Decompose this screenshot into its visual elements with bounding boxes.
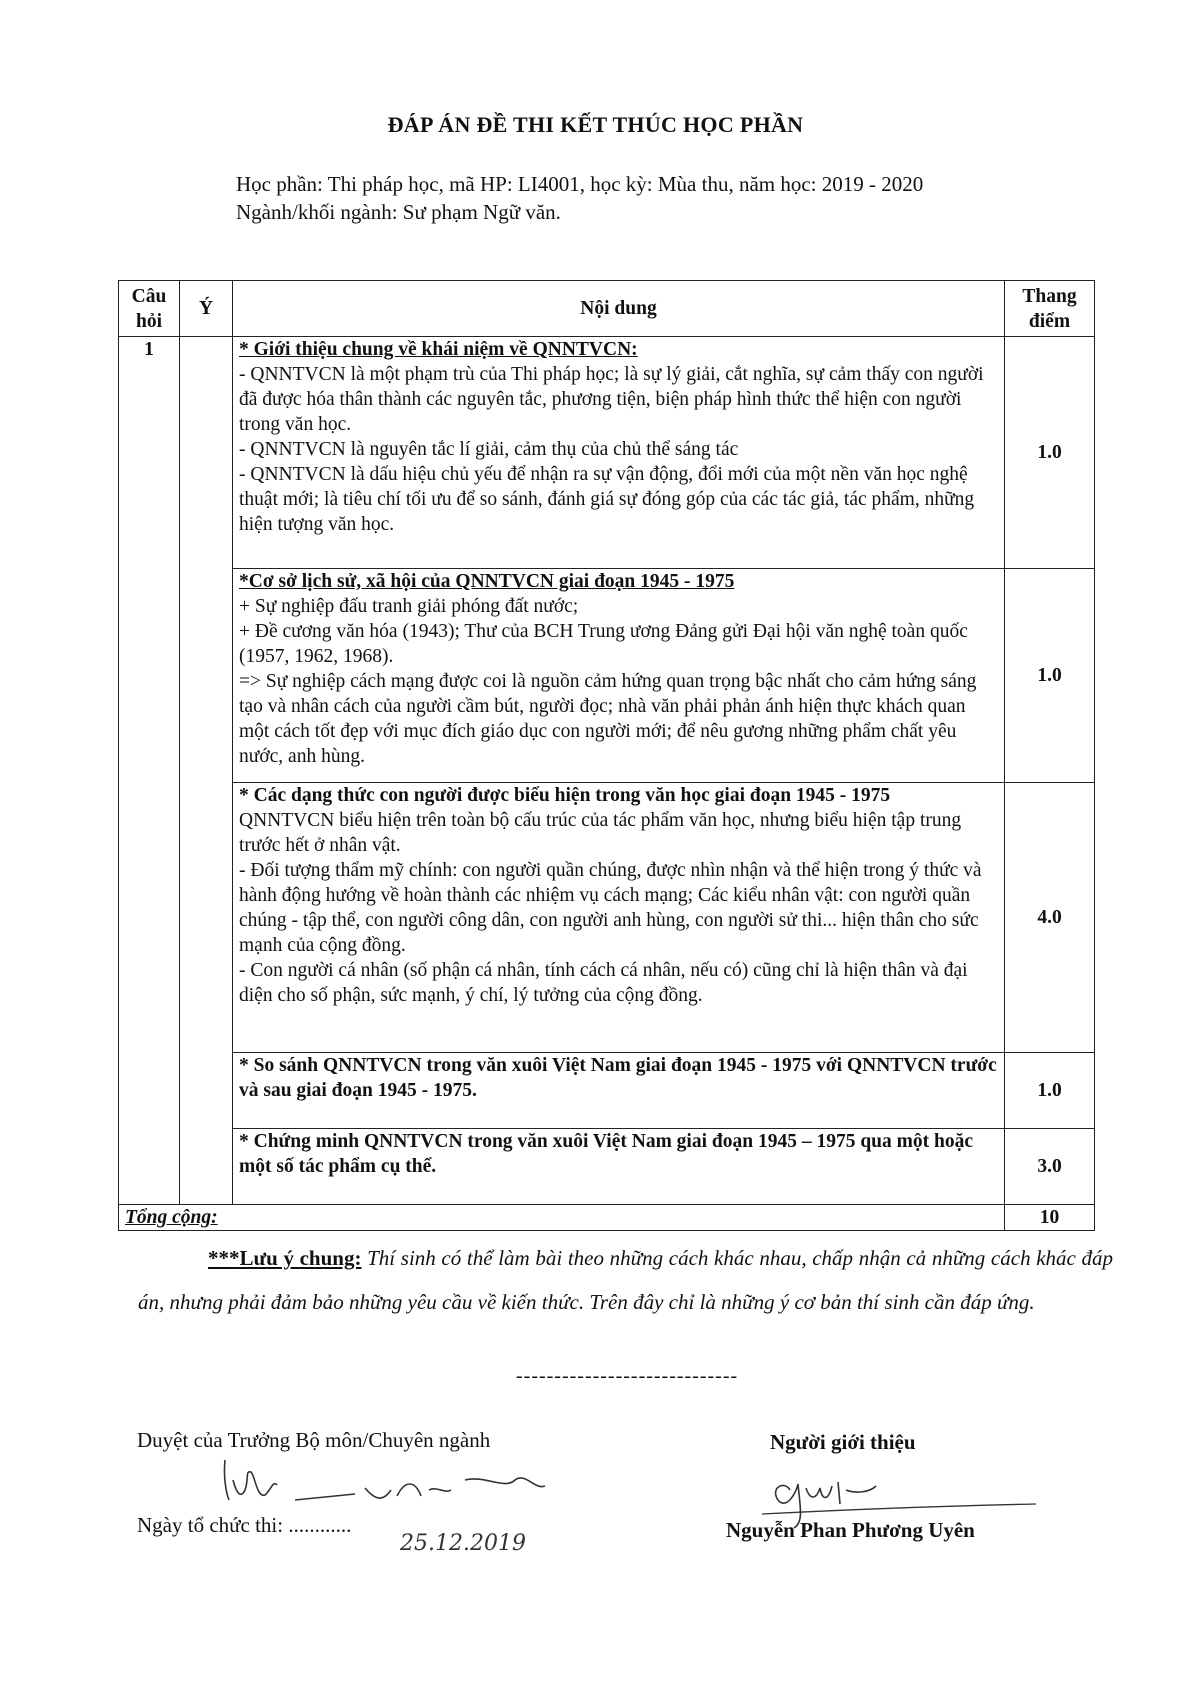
- header-score: Thang điểm: [1005, 281, 1095, 337]
- table-row: [119, 1129, 1095, 1205]
- score-cell: 3.0: [1005, 1129, 1095, 1205]
- content-cell: [233, 1053, 1005, 1129]
- header-question: Câu hỏi: [119, 281, 180, 337]
- total-row: [119, 1205, 1095, 1231]
- note-text: Thí sinh có thể làm bài theo những cách khác nhau, chấp nhận cả những cách khác đáp án, nhưng phải đảm bảo những yêu cầu về kiến thức. Trên đây chỉ là những ý cơ bản thí sinh cần đáp ứng.: [138, 1246, 1114, 1314]
- score-cell: 4.0: [1005, 783, 1095, 1053]
- content-line: - Con người cá nhân (số phận cá nhân, tính cách cá nhân, nếu có) cũng chỉ là hiện thân và đại diện cho số phận, sức mạnh, ý chí, lý tưởng của cộng đồng.: [239, 960, 968, 1006]
- divider-line: -----------------------------: [516, 1365, 739, 1387]
- content-line: - QNNTVCN là một phạm trù của Thi pháp học; là sự lý giải, cắt nghĩa, sự cảm thấy con người đã được hóa thân thành các nguyên tắc, phương tiện, biện pháp hình thức thể hiện con người trong văn học.: [239, 364, 984, 435]
- score-cell: 1.0: [1005, 337, 1095, 569]
- content-cell: [233, 1129, 1005, 1205]
- approver-signature: [215, 1450, 575, 1560]
- score-cell: 1.0: [1005, 569, 1095, 783]
- content-line: - QNNTVCN là dấu hiệu chủ yếu để nhận ra sự vận động, đổi mới của một nền văn học nghệ thuật mới; là tiêu chí tối ưu để so sánh, đánh giá sự đóng góp của các tác giả, tác phẩm, những hiện tượng văn học.: [239, 464, 975, 535]
- total-score: 10: [1005, 1205, 1095, 1231]
- content-line: - QNNTVCN là nguyên tắc lí giải, cảm thụ của chủ thể sáng tác: [239, 439, 739, 460]
- presenter-signature: [760, 1470, 1040, 1530]
- section-heading: *Cơ sở lịch sử, xã hội của QNNTVCN giai đoạn 1945 - 1975: [239, 571, 735, 592]
- major-info: Ngành/khối ngành: Sư phạm Ngữ văn.: [236, 200, 561, 224]
- course-info: Học phần: Thi pháp học, mã HP: LI4001, học kỳ: Mùa thu, năm học: 2019 - 2020: [236, 172, 924, 196]
- answer-table: [118, 280, 1095, 1231]
- presenter-title: Người giới thiệu: [770, 1430, 916, 1454]
- content-line: QNNTVCN biểu hiện trên toàn bộ cấu trúc của tác phẩm văn học, nhưng biểu hiện tập trung trước hết ở nhân vật.: [239, 810, 962, 856]
- note-label: ***Lưu ý chung:: [208, 1246, 362, 1270]
- idea-cell: [180, 337, 233, 1205]
- total-label: Tổng cộng:: [119, 1205, 1005, 1231]
- section-heading: * Giới thiệu chung về khái niệm về QNNTVCN:: [239, 339, 638, 360]
- handwritten-date: 25.12.2019: [400, 1531, 526, 1556]
- content-line: => Sự nghiệp cách mạng được coi là nguồn cảm hứng quan trọng bậc nhất cho cảm hứng sáng tạo và nhân cách của người cầm bút, người đọc; nhà văn phải phản ánh hiện thực khách quan một cách tốt đẹp với mục đích giáo dục con người mới; để nêu gương những phẩm chất yêu nước, anh hùng.: [239, 671, 977, 767]
- table-row: [119, 1053, 1095, 1129]
- header-content: Nội dung: [233, 281, 1005, 337]
- approver-title: Duyệt của Trưởng Bộ môn/Chuyên ngành: [137, 1428, 491, 1452]
- content-line: + Sự nghiệp đấu tranh giải phóng đất nước;: [239, 596, 579, 617]
- content-line: + Đề cương văn hóa (1943); Thư của BCH Trung ương Đảng gửi Đại hội văn nghệ toàn quốc (1957, 1962, 1968).: [239, 621, 968, 667]
- document-title: ĐÁP ÁN ĐỀ THI KẾT THÚC HỌC PHẦN: [387, 112, 804, 137]
- section-heading: * Chứng minh QNNTVCN trong văn xuôi Việt Nam giai đoạn 1945 – 1975 qua một hoặc một số tác phẩm cụ thể.: [239, 1131, 974, 1177]
- table-header-row: [119, 281, 1095, 337]
- exam-date-label: Ngày tổ chức thi: ............: [137, 1513, 352, 1537]
- header-idea: Ý: [180, 281, 233, 337]
- table-row: [119, 569, 1095, 783]
- table-row: [119, 337, 1095, 569]
- section-heading: * So sánh QNNTVCN trong văn xuôi Việt Nam giai đoạn 1945 - 1975 với QNNTVCN trước và sau giai đoạn 1945 - 1975.: [239, 1055, 997, 1101]
- question-number: 1: [119, 337, 180, 1205]
- section-heading: * Các dạng thức con người được biểu hiện trong văn học giai đoạn 1945 - 1975: [239, 785, 891, 806]
- content-cell: [233, 337, 1005, 569]
- general-note: [138, 1236, 1113, 1324]
- content-cell: [233, 569, 1005, 783]
- table-row: [119, 783, 1095, 1053]
- score-cell: 1.0: [1005, 1053, 1095, 1129]
- content-line: - Đối tượng thẩm mỹ chính: con người quần chúng, được nhìn nhận và thể hiện trong ý thức và hành động hướng về hoàn thành các nhiệm vụ cách mạng; Các kiểu nhân vật: con người quần chúng - tập thể, con người công dân, con người anh hùng, con người sử thi... hiện thân cho sức mạnh của cộng đồng.: [239, 860, 982, 956]
- content-cell: [233, 783, 1005, 1053]
- presenter-name: Nguyễn Phan Phương Uyên: [726, 1518, 975, 1542]
